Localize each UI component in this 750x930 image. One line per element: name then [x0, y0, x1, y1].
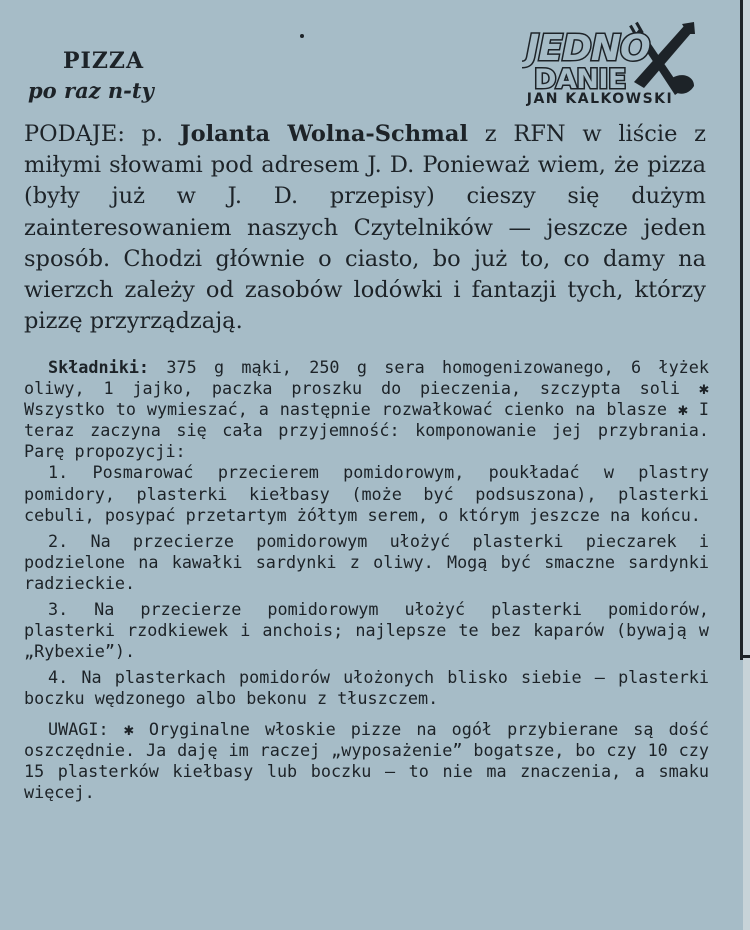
- notes-label: UWAGI:: [48, 718, 109, 739]
- print-speck: [300, 34, 304, 38]
- proposal-item: 2. Na przecierze pomidorowym ułożyć plasterki pieczarek i podzielone na kawałki sardynki z oliwy. Mogą być smaczne sardynki radzieckie.: [24, 530, 709, 593]
- ingredients-paragraph: [24, 357, 709, 462]
- lead-prefix: PODAJE: p.: [24, 121, 180, 147]
- column-rule: [740, 0, 743, 660]
- lead-text: z RFN w liście z miłymi słowami pod adresem J. D. Ponieważ wiem, że pizza (były już w J. D. przepisy) cieszy się dużym zainteresowaniem naszych Czytelników — jeszcze jeden sposób. Chodzi głównie o ciasto, bo już to, co damy na wierzch zależy od zasobów lodówki i fantazji tych, którzy pizzę przyrządzają.: [24, 121, 706, 335]
- lead-person-name: Jolanta Wolna-Schmal: [179, 121, 468, 147]
- logo-line-1: JEDNO: [526, 28, 650, 69]
- ingredients-text: 375 g mąki, 250 g sera homogenizowanego, 6 łyżek oliwy, 1 jajko, paczka proszku do pieczenia, szczypta soli ✱ Wszystko to wymieszać, a następnie rozwałkować cienko na blasze ✱ I teraz zaczyna się cała przyjemność: komponowanie jej przybrania. Parę propozycji:: [24, 357, 709, 462]
- article-title: PIZZA: [63, 48, 145, 74]
- proposal-item: 3. Na przecierze pomidorowym ułożyć plasterki pomidorów, plasterki rzodkiewek i anchois; najlepsze te bez kaparów (bywają w „Rybexie”).: [24, 599, 709, 662]
- proposal-item: 1. Posmarować przecierem pomidorowym, poukładać w plastry pomidory, plasterki kiełbasy (może być podsuszona), plasterki cebuli, posypać przetartym żółtym serem, o którym jeszcze na końcu.: [24, 462, 709, 525]
- logo-line-2: DANIE: [534, 64, 626, 95]
- notes-text: ✱ Oryginalne włoskie pizze na ogół przybierane są dość oszczędnie. Ja daję im raczej „wyposażenie” bogatsze, bo czy 10 czy 15 plasterków kiełbasy lub boczku — to nie ma znaczenia, a smaku więcej.: [24, 718, 709, 802]
- paper-edge: [743, 0, 750, 930]
- article-lead: [24, 119, 706, 337]
- notes-paragraph: [24, 719, 709, 803]
- column-rule-corner: [740, 655, 750, 658]
- column-author: JAN KALKOWSKI: [526, 91, 674, 107]
- article-body: [24, 357, 709, 803]
- ingredients-label: Składniki:: [48, 357, 150, 377]
- article-subtitle: po raz n-ty: [28, 78, 154, 103]
- proposal-item: 4. Na plasterkach pomidorów ułożonych blisko siebie — plasterki boczku wędzonego albo bekonu z tłuszczem.: [24, 667, 709, 709]
